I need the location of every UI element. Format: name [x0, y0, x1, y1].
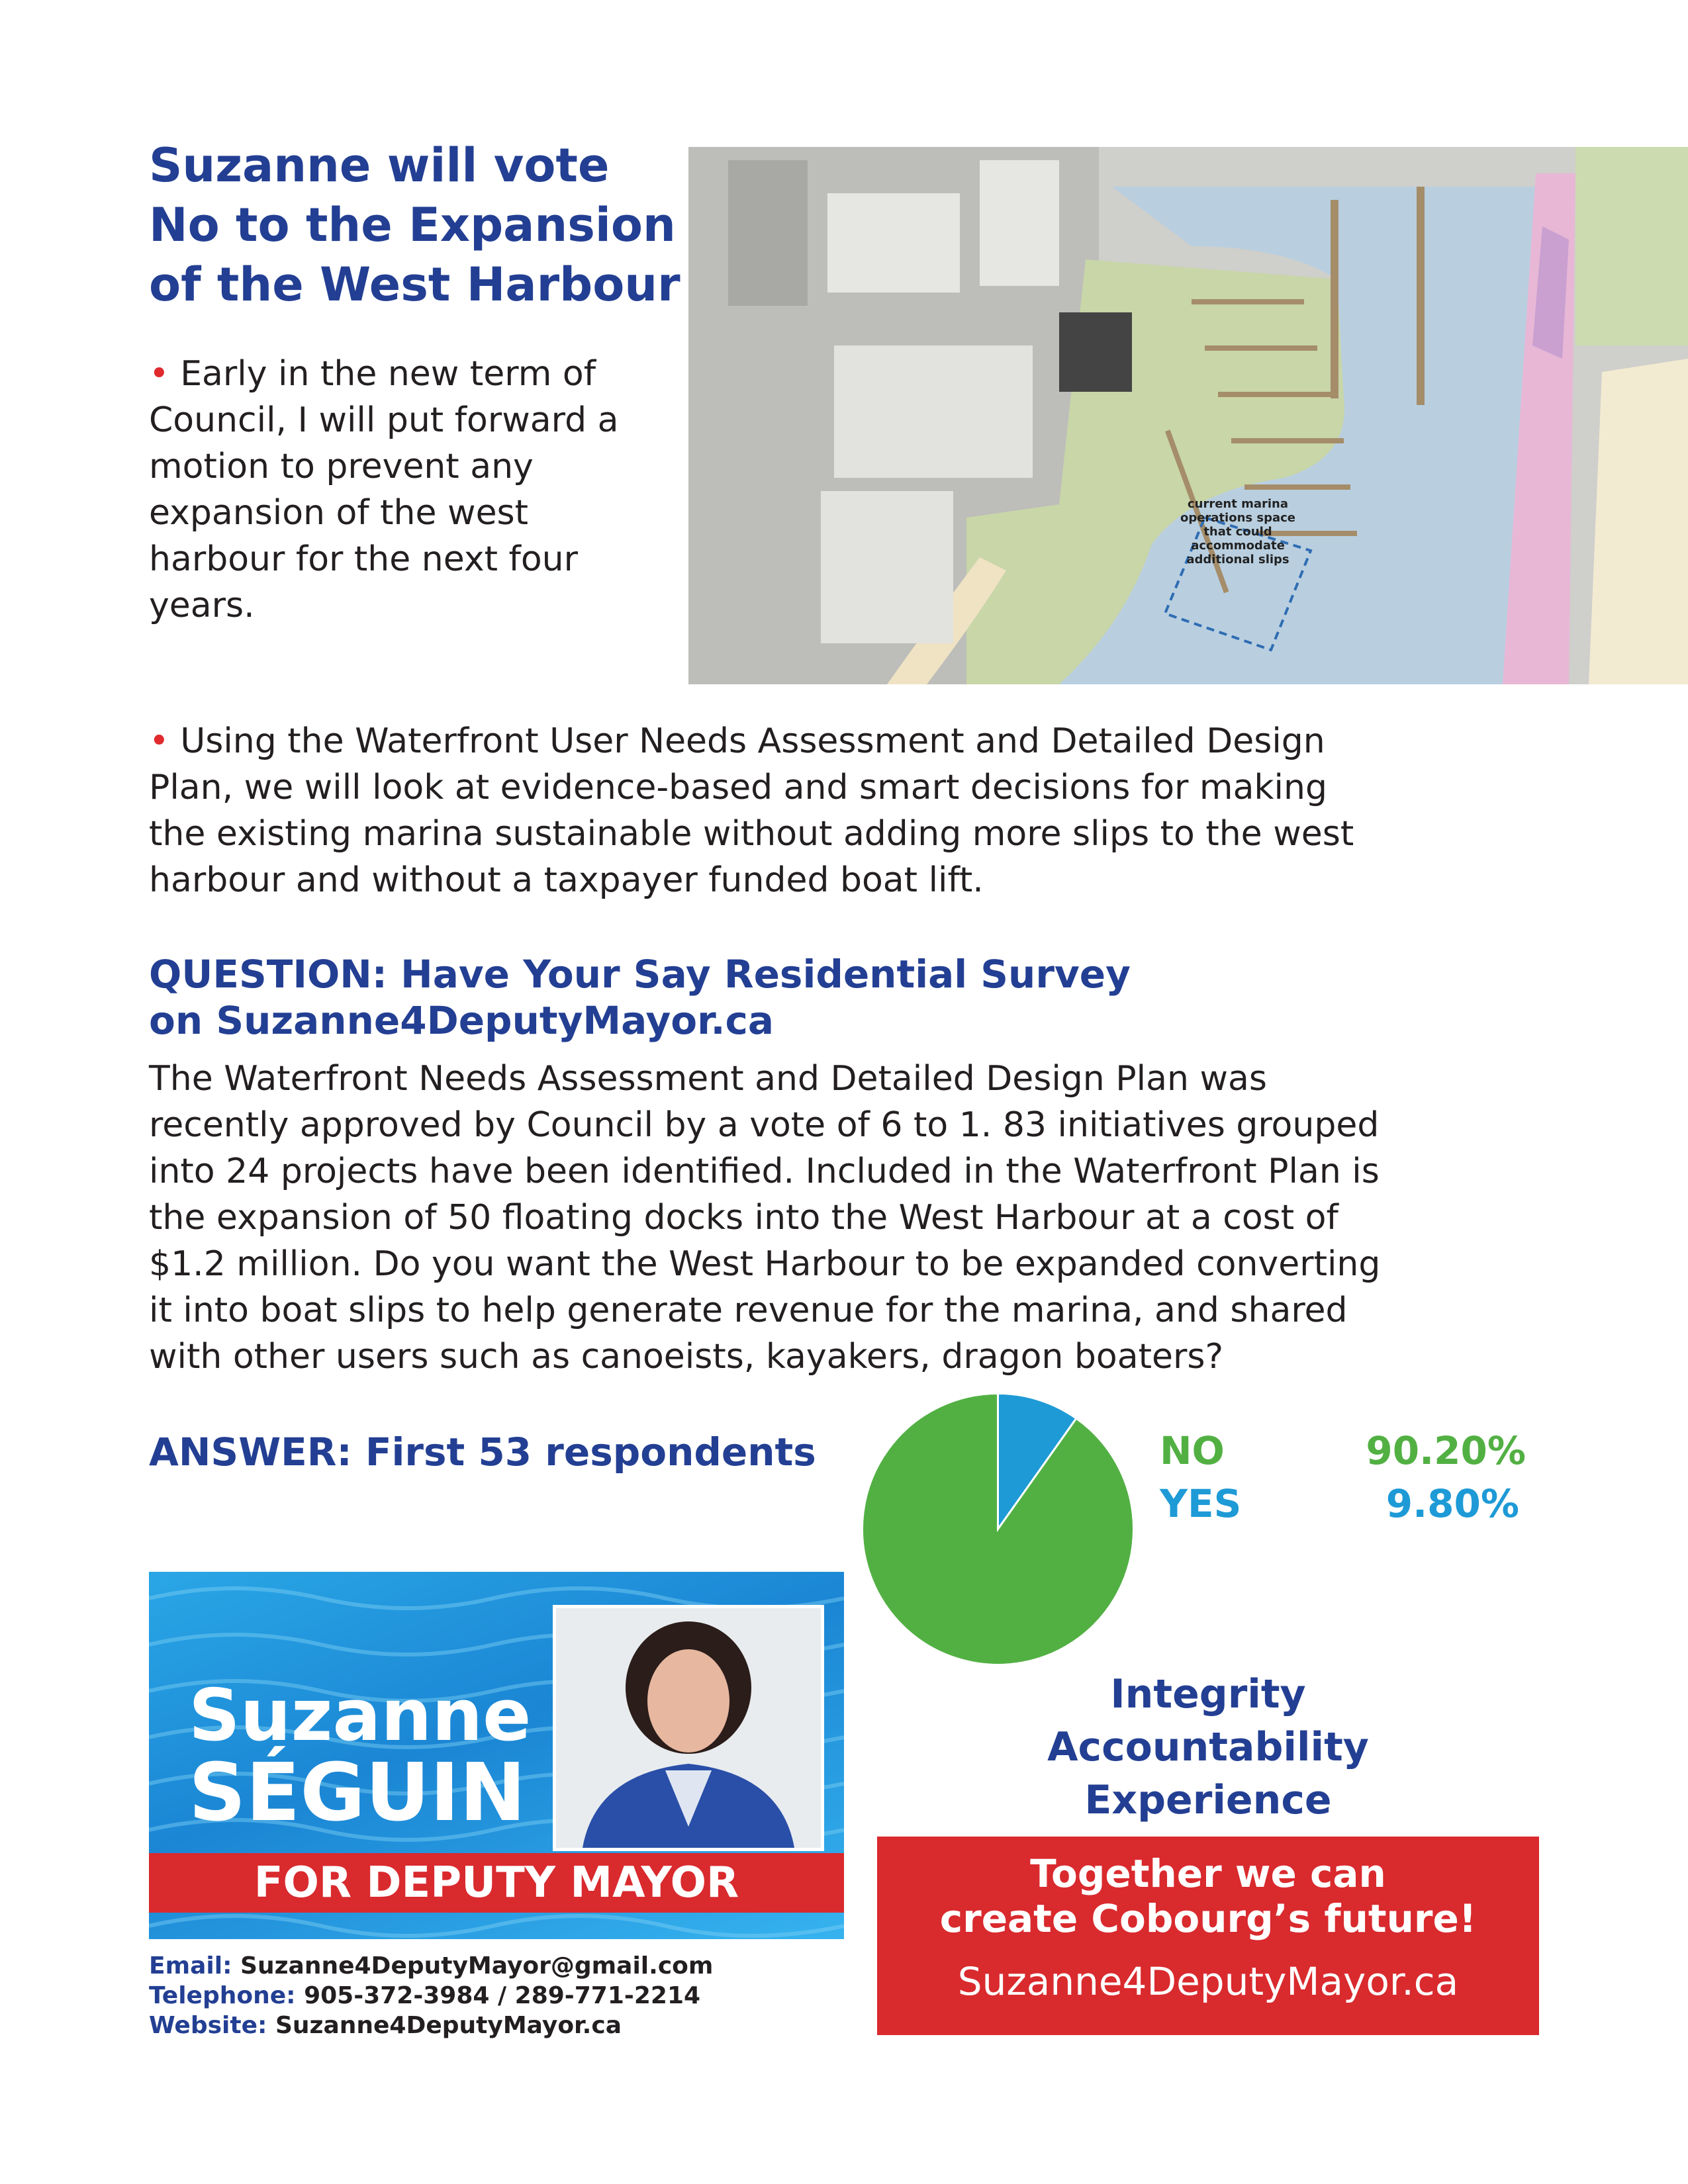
map-annotation-line: current marina — [1187, 497, 1289, 511]
legend-yes-label: YES — [1160, 1481, 1242, 1526]
question-body-line: with other users such as canoeists, kayakers, dragon boaters? — [149, 1337, 1224, 1377]
map-annotation-line: accommodate — [1191, 539, 1285, 553]
contact-phone — [149, 1982, 700, 2009]
headline — [149, 136, 692, 314]
question-body-line: it into boat slips to help generate revenue for the marina, and shared — [149, 1291, 1348, 1330]
bullet-text-line: harbour for the next four — [149, 539, 578, 579]
question-heading — [149, 951, 1539, 1044]
cta-website-link[interactable]: Suzanne4DeputyMayor.ca — [957, 1959, 1459, 2004]
legend-yes-value: 9.80% — [1385, 1481, 1519, 1526]
cta-line: create Cobourg’s future! — [939, 1896, 1477, 1941]
email-value: Suzanne4DeputyMayor@gmail.com — [240, 1952, 714, 1979]
headline-line: of the West Harbour — [149, 257, 680, 312]
phone-label: Telephone: — [149, 1982, 296, 2009]
headline-line: No to the Expansion — [149, 198, 676, 252]
value-experience: Experience — [1084, 1777, 1332, 1823]
bullet-text-line: expansion of the west — [149, 493, 529, 533]
contact-website — [149, 2012, 622, 2039]
value-accountability: Accountability — [1047, 1724, 1369, 1770]
call-to-action-box — [877, 1837, 1539, 2035]
harbour-map — [688, 147, 1688, 684]
survey-pie-chart — [857, 1388, 1139, 1670]
phone-value: 905-372-3984 / 289-771-2214 — [304, 1982, 701, 2009]
bullet-text-line: the existing marina sustainable without adding more slips to the west — [149, 814, 1354, 854]
pie-slice-no — [863, 1394, 1134, 1665]
campaign-values — [993, 1668, 1423, 1827]
question-body-line: into 24 projects have been identified. Included in the Waterfront Plan is — [149, 1152, 1380, 1191]
bullet-point-2 — [149, 718, 1559, 903]
bullet-text-line: harbour and without a taxpayer funded boat lift. — [149, 860, 984, 900]
bullet-text-line: Early in the new term of — [180, 354, 596, 394]
question-body-line: the expansion of 50 floating docks into the West Harbour at a cost of — [149, 1198, 1338, 1238]
bullet-dot-icon: • — [149, 721, 169, 761]
cta-line: Together we can — [1030, 1851, 1386, 1896]
question-heading-line: QUESTION: Have Your Say Residential Survey — [149, 952, 1131, 997]
question-body-line: recently approved by Council by a vote of 6 to 1. 83 initiatives grouped — [149, 1105, 1380, 1145]
banner-tagline: FOR DEPUTY MAYOR — [254, 1858, 739, 1907]
map-annotation-line: operations space — [1180, 511, 1296, 525]
website-label: Website: — [149, 2012, 267, 2039]
website-value: Suzanne4DeputyMayor.ca — [275, 2012, 622, 2039]
candidate-last-name: SÉGUIN — [189, 1747, 526, 1839]
candidate-photo — [553, 1605, 824, 1851]
question-body — [149, 1056, 1572, 1380]
legend-no-value: 90.20% — [1366, 1428, 1526, 1473]
bullet-text-line: Plan, we will look at evidence-based and smart decisions for making — [149, 768, 1327, 807]
candidate-portrait-illustration — [556, 1608, 821, 1848]
email-label: Email: — [149, 1952, 232, 1979]
bullet-dot-icon: • — [149, 354, 169, 394]
campaign-banner — [149, 1572, 844, 1939]
map-annotation-line: additional slips — [1186, 553, 1289, 567]
bullet-text-line: Using the Waterfront User Needs Assessment and Detailed Design — [180, 721, 1325, 761]
bullet-text-line: years. — [149, 586, 255, 625]
map-annotation-line: that could — [1203, 525, 1272, 539]
harbour-map-illustration — [688, 147, 1688, 684]
candidate-first-name: Suzanne — [189, 1674, 532, 1757]
question-body-line: $1.2 million. Do you want the West Harbour to be expanded converting — [149, 1244, 1381, 1284]
contact-email — [149, 1952, 713, 1979]
value-integrity: Integrity — [1110, 1671, 1306, 1717]
legend-no-label: NO — [1160, 1428, 1225, 1473]
headline-line: Suzanne will vote — [149, 138, 610, 193]
bullet-text-line: Council, I will put forward a — [149, 400, 619, 440]
question-body-line: The Waterfront Needs Assessment and Detailed Design Plan was — [149, 1059, 1267, 1099]
bullet-point-1 — [149, 351, 692, 629]
bullet-text-line: motion to prevent any — [149, 447, 534, 486]
answer-label: ANSWER: First 53 respondents — [149, 1430, 816, 1475]
question-heading-line: on Suzanne4DeputyMayor.ca — [149, 998, 774, 1043]
